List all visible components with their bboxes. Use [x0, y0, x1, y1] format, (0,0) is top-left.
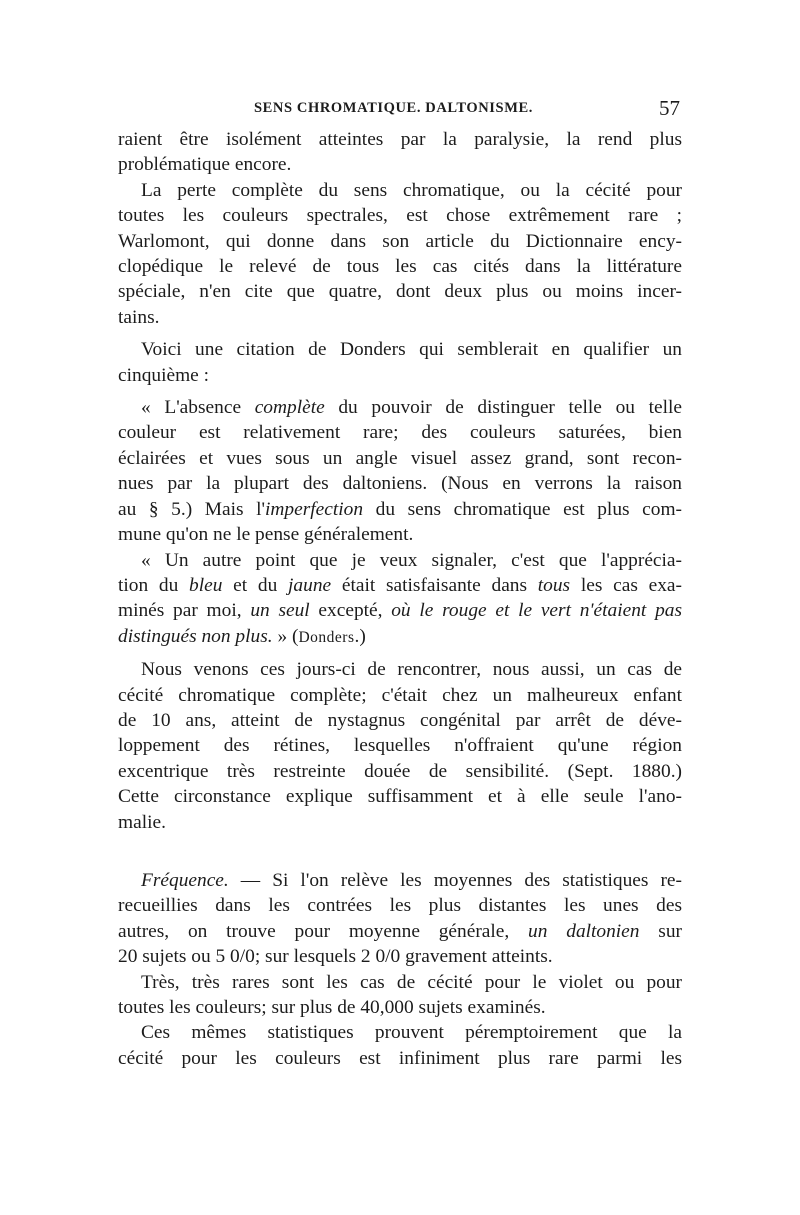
text-line: cécité chromatique complète; c'était chez un malheureux enfant — [118, 684, 682, 706]
text-line: Cette circonstance explique suffisamment et à elle seule l'ano- — [118, 786, 682, 808]
author-name: Donders — [298, 628, 355, 646]
paragraph — [118, 178, 682, 330]
text-line: loppement des rétines, lesquelles n'offraient qu'une région — [118, 735, 682, 757]
text-line: 20 sujets ou 5 0/0; sur lesquels 2 0/0 gravement atteints. — [118, 946, 553, 968]
paragraph — [118, 127, 682, 178]
text-line: de 10 ans, atteint de nystagnus congénital par arrêt de déve- — [118, 709, 682, 731]
quotation — [118, 548, 682, 651]
text-line: recueillies dans les contrées les plus distantes les unes des — [118, 895, 682, 917]
text-line: autres, on trouve pour moyenne générale, un daltonien sur — [118, 920, 683, 942]
running-header — [118, 96, 682, 122]
page-number: 57 — [659, 96, 680, 120]
paragraph — [118, 970, 682, 1021]
page-body — [118, 127, 682, 1071]
text-line: Fréquence. — Si l'on relève les moyennes des statistiques re- — [141, 869, 682, 891]
text-line: Très, très rares sont les cas de cécité pour le violet ou pour — [141, 971, 682, 993]
text-line: problématique encore. — [118, 154, 292, 176]
text-line: excentrique très restreinte douée de sensibilité. (Sept. 1880.) — [118, 760, 682, 782]
text-line: Ces mêmes statistiques prouvent péremptoirement que la — [141, 1022, 682, 1044]
text-line: Nous venons ces jours-ci de rencontrer, nous aussi, un cas de — [141, 659, 682, 681]
paragraph — [118, 657, 682, 835]
text-line: cinquième : — [118, 364, 209, 386]
text-line: toutes les couleurs; sur plus de 40,000 sujets examinés. — [118, 997, 546, 1018]
text-line: cécité pour les couleurs est infiniment plus rare parmi les — [118, 1047, 682, 1069]
text-line: nues par la plupart des daltoniens. (Nous en verrons la raison — [118, 473, 682, 495]
text-line: minés par moi, un seul excepté, où le rouge et le vert n'étaient pas — [118, 600, 683, 622]
text-line: au § 5.) Mais l'imperfection du sens chromatique est plus com- — [118, 498, 682, 520]
emphasis: imperfection — [265, 498, 364, 520]
text-line: malie. — [118, 811, 166, 833]
quotation — [118, 395, 682, 547]
paragraph — [118, 337, 682, 388]
text-line: « L'absence complète du pouvoir de distinguer telle ou telle — [141, 397, 682, 419]
text-line: spéciale, n'en cite que quatre, dont deux plus ou moins incer- — [118, 281, 682, 303]
text-line: distingués non plus. » (Donders.) — [118, 625, 366, 647]
text-line: tion du bleu et du jaune était satisfaisante dans tous les cas exa- — [118, 574, 682, 596]
paragraph — [118, 868, 682, 970]
text-line: toutes les couleurs spectrales, est chose extrêmement rare ; — [118, 205, 682, 227]
emphasis: complète — [254, 397, 325, 419]
text-line: éclairées et vues sous un angle visuel assez grand, sont recon- — [118, 447, 682, 469]
paragraph — [118, 1020, 682, 1071]
section-heading: Fréquence. — [141, 869, 229, 891]
text-line: La perte complète du sens chromatique, ou la cécité pour — [141, 179, 682, 201]
text-line: « Un autre point que je veux signaler, c'est que l'apprécia- — [141, 549, 682, 571]
text-line: tains. — [118, 306, 160, 328]
text-line: couleur est relativement rare; des couleurs saturées, bien — [118, 422, 682, 444]
text-line: Voici une citation de Donders qui semblerait en qualifier un — [141, 339, 682, 361]
text-line: raient être isolément atteintes par la paralysie, la rend plus — [118, 129, 682, 150]
text-line: clopédique le relevé de tous les cas cités dans la littérature — [118, 256, 682, 278]
text-line: mune qu'on ne le pense généralement. — [118, 524, 414, 546]
running-title: SENS CHROMATIQUE. DALTONISME. — [254, 100, 533, 116]
text-line: Warlomont, qui donne dans son article du Dictionnaire ency- — [118, 230, 682, 252]
